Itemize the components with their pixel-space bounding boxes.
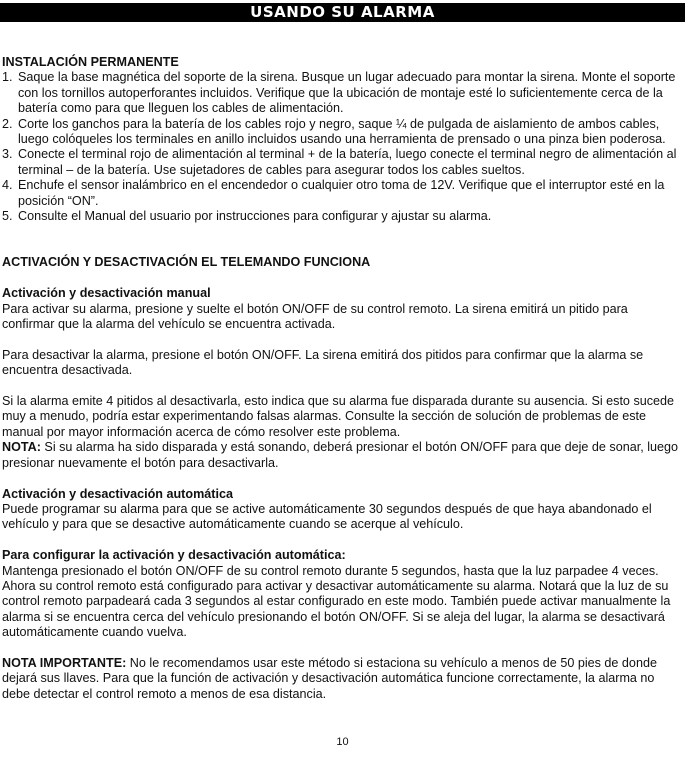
note-paragraph — [2, 440, 683, 471]
step-number: 2. — [2, 116, 13, 131]
important-note-paragraph — [2, 656, 683, 702]
note-text: Si su alarma ha sido disparada y está sonando, deberá presionar el botón ON/OFF para que deje de sonar, luego presionar nuevamente el botón para desactivarla. — [2, 440, 679, 470]
list-item — [2, 117, 683, 148]
install-steps-list — [2, 70, 683, 224]
step-number: 3. — [2, 147, 13, 162]
manual-paragraph-triggered: Si la alarma emite 4 pitidos al desactivarla, esto indica que su alarma fue disparada durante su ausencia. Si esto sucede muy a menudo, podría estar experimentando falsas alarmas. Consulte la sección de solución de problemas de este manual por mayor información acerca de cómo resolver este problema. — [2, 394, 675, 439]
install-section-title: INSTALACIÓN PERMANENTE — [2, 55, 179, 69]
step-text: Conecte el terminal rojo de alimentación al terminal + de la batería, luego conecte el terminal negro de alimentación al terminal – de la batería. Use sujetadores de cables para asegurar todos los cables sueltos. — [18, 147, 677, 177]
auto-heading: Activación y desactivación automática — [2, 486, 233, 501]
step-text: Consulte el Manual del usuario por instrucciones para configurar y ajustar su alarma. — [18, 209, 492, 224]
auto-paragraph: Puede programar su alarma para que se active automáticamente 30 segundos después de que haya abandonado el vehículo y para que se desactive automáticamente cuando se acerque al vehículo. — [2, 501, 652, 532]
step-text: Enchufe el sensor inalámbrico en el encendedor o cualquier otro toma de 12V. Verifique que el interruptor esté en la posición “ON”. — [18, 178, 665, 208]
manual-paragraph-deactivate: Para desactivar la alarma, presione el botón ON/OFF. La sirena emitirá dos pitidos para confirmar que la alarma se encuentra desactivada. — [2, 347, 644, 378]
page-banner: USANDO SU ALARMA — [0, 3, 685, 22]
config-heading: Para configurar la activación y desactivación automática: — [2, 548, 346, 563]
important-note-text: No le recomendamos usar este método si estaciona su vehículo a menos de 50 pies de donde dejará sus llaves. Para que la función de activación y desactivación automática funcione correctamente, la alarma no debe detectar el control remoto a menos de esa distancia. — [2, 655, 657, 701]
manual-paragraph-activate: Para activar su alarma, presione y suelte el botón ON/OFF de su control remoto. La sirena emitirá un pitido para confirmar que la alarma del vehículo se encuentra activada. — [2, 301, 628, 332]
list-item — [2, 209, 683, 224]
important-note-label: NOTA IMPORTANTE: — [2, 655, 127, 670]
step-number: 1. — [2, 70, 13, 85]
step-number: 4. — [2, 178, 13, 193]
config-paragraph: Mantenga presionado el botón ON/OFF de su control remoto durante 5 segundos, hasta que la luz parpadee 4 veces. Ahora su control remoto está configurado para activar y desactivar automáticamente su alarma. Notará que la luz de su control remoto parpadeará cada 3 segundos al estar configurado en este modo. También puede activar manualmente la alarma si se encuentra cerca del vehículo presionando el botón ON/OFF. Si se aleja del lugar, la alarma se desactivará automáticamente cuando vuelva. — [2, 563, 671, 640]
page-number: 10 — [336, 736, 349, 748]
remote-section-title: ACTIVACIÓN Y DESACTIVACIÓN EL TELEMANDO FUNCIONA — [2, 255, 371, 270]
list-item — [2, 178, 683, 209]
step-text: Corte los ganchos para la batería de los cables rojo y negro, saque ¼ de pulgada de aislamiento de ambos cables, luego colóqueles los terminales en anillo incluidos usando una herramienta de prensado o una pinza bien poderosa. — [18, 116, 666, 147]
manual-heading: Activación y desactivación manual — [2, 286, 211, 301]
page-content — [2, 55, 683, 702]
list-item — [2, 147, 683, 178]
step-text: Saque la base magnética del soporte de la sirena. Busque un lugar adecuado para montar la sirena. Monte el soporte con los tornillos autoperforantes incluidos. Verifique que la ubicación de montaje esté lo suficientemente cerca de la batería como para que lleguen los cables de alimentación. — [18, 70, 676, 116]
list-item — [2, 70, 683, 116]
note-label: NOTA: — [2, 440, 41, 455]
step-number: 5. — [2, 209, 13, 224]
